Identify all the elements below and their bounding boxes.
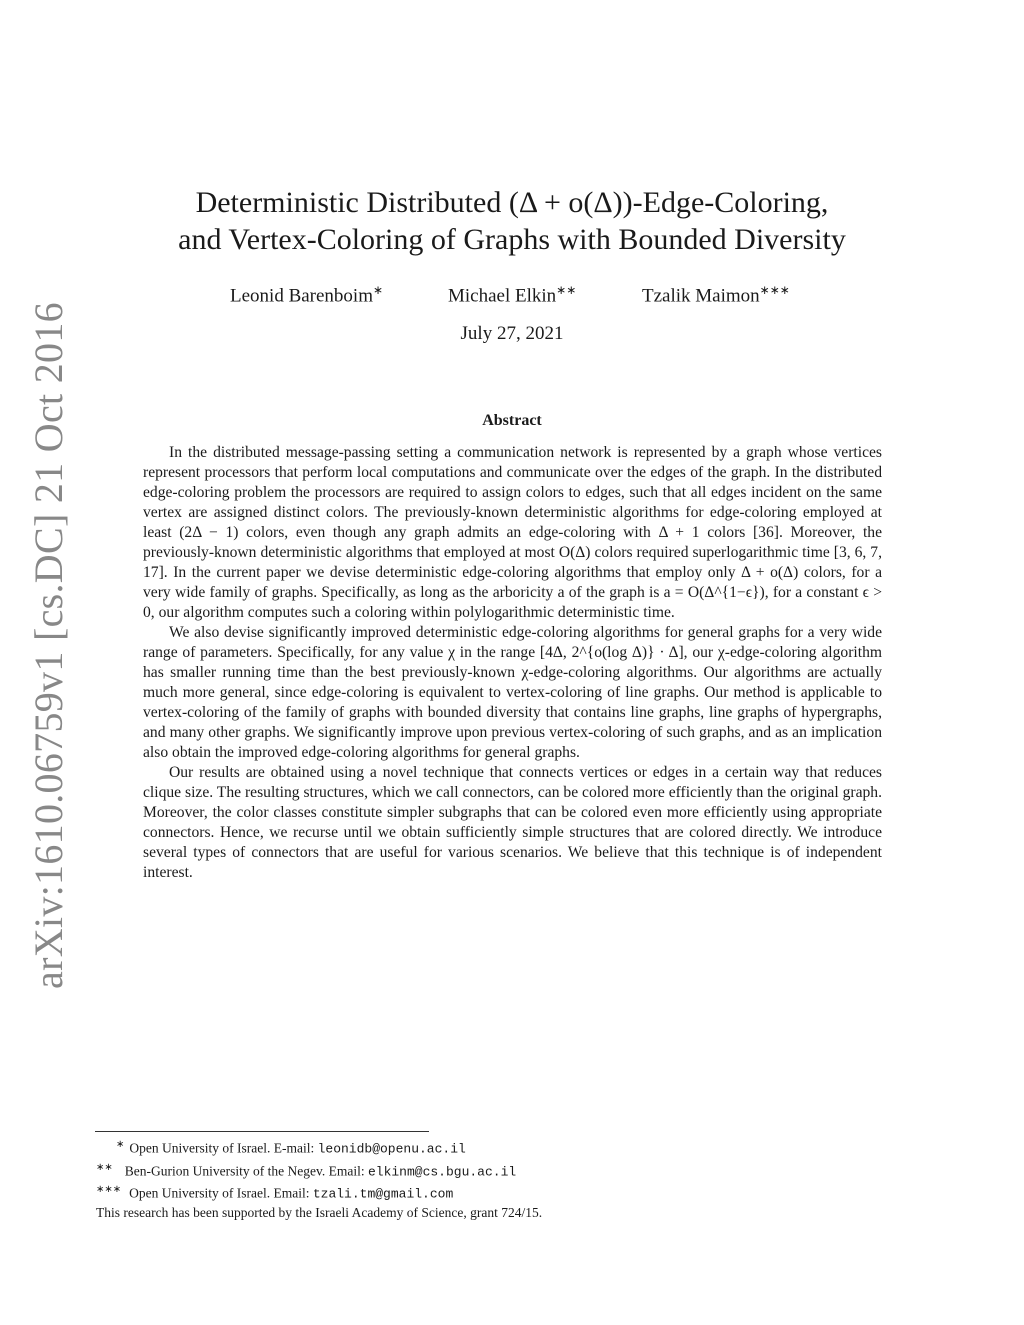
author-name: Leonid Barenboim — [230, 285, 373, 307]
author-barenboim — [230, 283, 383, 307]
footnote-mark: ∗ — [116, 1139, 125, 1150]
footnote-mark: ∗∗∗ — [96, 1184, 122, 1195]
abstract-paragraph-1: In the distributed message-passing setting a communication network is represented by a graph whose vertices represent processors that perform local computations and communicate over the edges of the graph. In the distributed edge-coloring problem the processors are required to assign colors to edges, such that all edges incident on the same vertex are assigned distinct colors. The previously-known deterministic algorithms for edge-coloring employed at least (2Δ − 1) colors, even though any graph admits an edge-coloring with Δ + 1 colors [36]. Moreover, the previously-known deterministic algorithms that employed at most O(Δ) colors required superlogarithmic time [3, 6, 7, 17]. In the current paper we devise deterministic edge-coloring algorithms that employ only Δ + o(Δ) colors, for a very wide family of graphs. Specifically, as long as the arboricity a of the graph is a = O(Δ^{1−ϵ}), for a constant ϵ > 0, our algorithm computes such a coloring within polylogarithmic deterministic time. — [143, 444, 882, 621]
title-line-2: and Vertex-Coloring of Graphs with Bounded Diversity — [178, 223, 846, 256]
footnote-barenboim — [96, 1136, 926, 1159]
author-elkin — [448, 283, 576, 307]
footnote-maimon — [96, 1181, 926, 1204]
author-footnote-mark: ∗ — [373, 283, 384, 297]
abstract-heading: Abstract — [482, 412, 542, 429]
footnote-text: Open University of Israel. E-mail: — [129, 1140, 318, 1156]
author-name: Michael Elkin — [448, 285, 557, 307]
footnote-funding — [96, 1204, 926, 1222]
footnote-text: Open University of Israel. Email: — [129, 1185, 313, 1201]
arxiv-side-identifier — [18, 301, 78, 989]
paper-title — [140, 184, 884, 258]
author-footnote-mark: ∗∗∗ — [759, 283, 790, 297]
paper-date: July 27, 2021 — [460, 323, 564, 344]
arxiv-identifier-text: arXiv:1610.06759v1 [cs.DC] 21 Oct 2016 — [25, 301, 71, 989]
footnote-email-link[interactable]: tzali.tm@gmail.com — [312, 1186, 454, 1202]
abstract-paragraph-3: Our results are obtained using a novel technique that connects vertices or edges in a certain way that reduces clique size. The resulting structures, which we call connectors, can be colored more efficiently than the original graph. Moreover, the color classes constitute simpler subgraphs that can be colored even more efficiently using appropriate connectors. Hence, we recurse until we obtain sufficiently simple structures that are colored directly. We introduce several types of connectors that are useful for various scenarios. We believe that this technique is of independent interest. — [143, 764, 882, 881]
footnotes — [96, 1136, 926, 1222]
abstract-paragraph-2: We also devise significantly improved deterministic edge-coloring algorithms for general graphs for a very wide range of parameters. Specifically, for any value χ in the range [4Δ, 2^{o(log Δ)} · Δ], our χ-edge-coloring algorithm has smaller running time than the best previously-known χ-edge-coloring algorithms. Our algorithms are actually much more general, since edge-coloring is equivalent to vertex-coloring of line graphs. Our method is applicable to vertex-coloring of the family of graphs with bounded diversity that contains line graphs, line graphs of hypergraphs, and many other graphs. We significantly improve upon previous vertex-coloring of such graphs, and as an implication also obtain the improved edge-coloring algorithms for general graphs. — [143, 624, 882, 761]
author-name: Tzalik Maimon — [642, 285, 760, 307]
footnote-divider — [95, 1131, 429, 1132]
abstract-body — [143, 443, 882, 883]
author-maimon — [642, 283, 790, 307]
footnote-text: Ben-Gurion University of the Negev. Email: — [124, 1163, 368, 1178]
footnote-email-link[interactable]: leonidb@openu.ac.il — [317, 1141, 466, 1157]
title-line-1: Deterministic Distributed (Δ + o(Δ))-Edge-Coloring, — [195, 186, 829, 219]
footnote-elkin — [96, 1159, 926, 1182]
footnote-email-link[interactable]: elkinm@cs.bgu.ac.il — [367, 1164, 517, 1179]
footnote-mark: ∗∗ — [96, 1161, 113, 1173]
author-footnote-mark: ∗∗ — [556, 283, 577, 297]
footnote-text: This research has been supported by the Israeli Academy of Science, grant 724/15. — [96, 1204, 543, 1220]
